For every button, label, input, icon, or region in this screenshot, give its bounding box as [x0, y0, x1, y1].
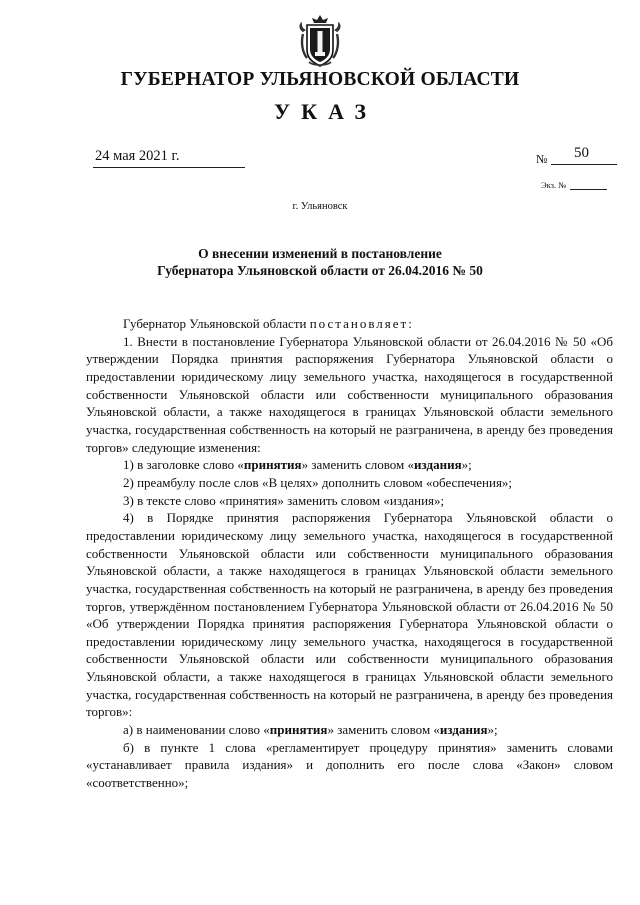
sub-a-bold-a: принятия	[269, 722, 328, 738]
preamble	[86, 315, 613, 333]
number-underline	[551, 164, 617, 165]
document-body	[86, 315, 613, 792]
heading-line-2: Губернатора Ульяновской области от 26.04.2016 № 50	[157, 263, 483, 278]
sub-a-bold-b: издания	[439, 722, 488, 738]
paragraph-1: 1. Внести в постановление Губернатора Ульяновской области от 26.04.2016 № 50 «Об утверждении Порядка принятия распоряжения Губернатора Ульяновской области о предоставлении юридическому лицу земельного участка, находящегося в государственной собственности Ульяновской области или собственности муниципального образования Ульяновской области, а также находящегося в границах Ульяновской области земельного участка, государственная собственность на который не разграничена, в аренду без проведения торгов» следующие изменения:	[86, 333, 613, 455]
item-1-bold-a: принятия	[243, 457, 302, 473]
list-item-3: 3) в тексте слово «принятия» заменить словом «издания»;	[123, 492, 445, 508]
governor-title: ГУБЕРНАТОР УЛЬЯНОВСКОЙ ОБЛАСТИ	[120, 69, 520, 90]
document-type-title: УКАЗ	[273, 99, 378, 124]
copy-number-label: Экз. №	[541, 180, 567, 190]
item-1-text-a: 1) в заголовке слово «	[123, 457, 244, 473]
sub-a-text-c: »;	[487, 722, 498, 738]
list-item-1	[86, 456, 613, 474]
preamble-end: :	[408, 316, 412, 331]
document-heading	[0, 245, 640, 279]
coat-of-arms-icon	[295, 12, 345, 68]
city: г. Ульяновск	[292, 201, 348, 212]
sub-item-b: б) в пункте 1 слова «регламентирует процедуру принятия» заменить словами «устанавливает правила издания» и дополнить его после слова «Закон» словом «соответственно»;	[86, 739, 613, 791]
sub-a-text-a: а) в наименовании слово «	[123, 722, 270, 738]
preamble-decree-word: постановляет	[309, 316, 409, 331]
document-date: 24 мая 2021 г.	[93, 148, 245, 168]
list-item-4: 4) в Порядке принятия распоряжения Губернатора Ульяновской области о предоставлении юридическому лицу земельного участка, находящегося в государственной собственности Ульяновской области или собственности муниципального образования Ульяновской области, а также находящегося в границах Ульяновской области земельного участка, государственная собственность на который не разграничена, в аренду без проведения торгов, утверждённом постановлением Губернатора Ульяновской области от 26.04.2016 № 50 «Об утверждении Порядка принятия распоряжения Губернатора Ульяновской области о предоставлении юридическому лицу земельного участка, находящегося в государственной собственности Ульяновской области или собственности муниципального образования Ульяновской области, а также находящегося в границах Ульяновской области земельного участка, государственная собственность на который не разграничена, в аренду без проведения торгов»:	[86, 510, 613, 720]
item-1-text-b: » заменить словом «	[301, 457, 415, 473]
document-number: 50	[574, 145, 589, 161]
number-label: №	[536, 152, 548, 166]
sub-a-text-b: » заменить словом «	[327, 722, 440, 738]
item-1-bold-b: издания	[414, 457, 462, 473]
copy-number-underline	[570, 189, 607, 190]
heading-line-1: О внесении изменений в постановление	[198, 246, 442, 261]
sub-item-a	[86, 721, 613, 739]
preamble-start: Губернатор Ульяновской области	[123, 316, 310, 331]
item-1-text-c: »;	[461, 457, 472, 473]
list-item-2: 2) преамбулу после слов «В целях» дополнить словом «обеспечения»;	[123, 474, 513, 490]
